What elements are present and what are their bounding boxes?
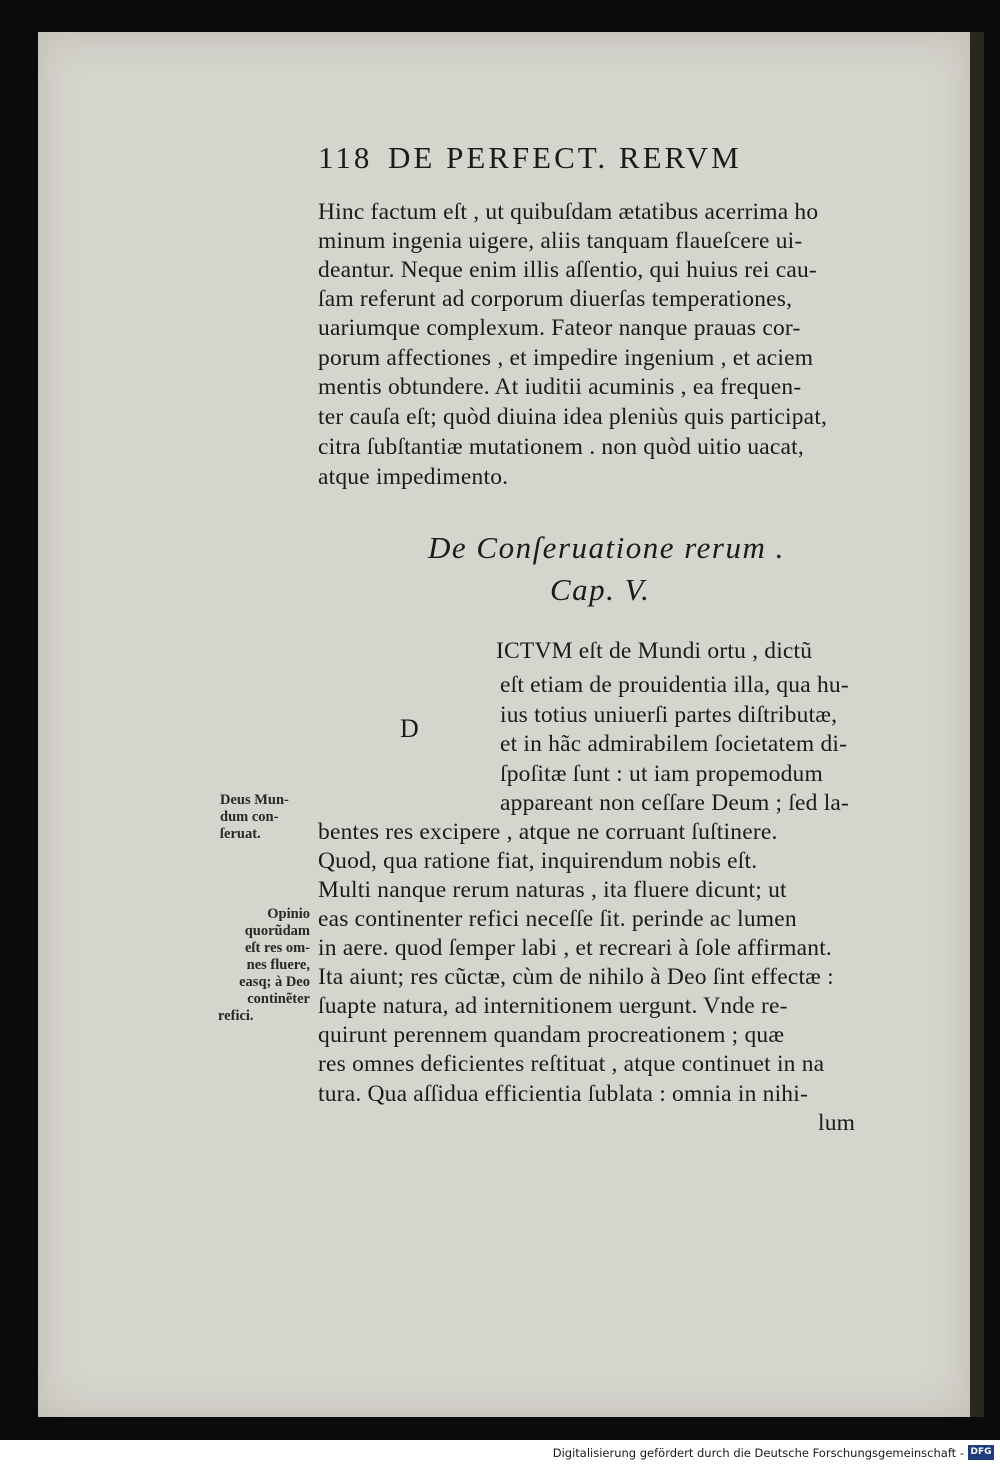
marginal-line: easq; à Deo	[239, 974, 310, 990]
text-line: ius totius uniuerſi partes diſtributæ,	[500, 702, 838, 728]
text-line: in aere. quod ſemper labi , et recreari à ſole affirmant.	[318, 935, 833, 961]
text-line: ſuapte natura, ad internitionem uergunt. Vnde re-	[318, 993, 788, 1019]
text-line: eas continenter refici neceſſe ſit. perinde ac lumen	[318, 906, 797, 932]
marginal-note-1	[220, 792, 289, 843]
text-line: et in hãc admirabilem ſocietatem di-	[500, 731, 848, 757]
chapter-title: De Conſeruatione rerum .	[428, 530, 785, 565]
text-line: quirunt perennem quandam procreationem ; quæ	[318, 1022, 785, 1048]
page-edge	[970, 32, 984, 1417]
text-line: appareant non ceſſare Deum ; ſed la-	[500, 790, 850, 816]
digitization-footer	[0, 1440, 1000, 1467]
marginal-line: refici.	[218, 1008, 254, 1024]
marginal-note-2	[218, 906, 310, 1025]
page-number: 118	[318, 140, 373, 175]
marginal-line: continẽter	[247, 991, 310, 1007]
marginal-line: nes fluere,	[246, 957, 310, 973]
marginal-line: dum con-	[220, 809, 279, 825]
chapter-number: Cap. V.	[550, 572, 651, 607]
text-line: tura. Qua aſſidua efficientia ſublata : omnia in nihi-	[318, 1081, 809, 1107]
running-title: DE PERFECT. RERVM	[388, 140, 742, 175]
marginal-line: ſeruat.	[220, 826, 261, 842]
text-line: ter cauſa eſt; quòd diuina idea pleniùs quis participat,	[318, 404, 828, 430]
marginal-line: quorũdam	[244, 923, 310, 939]
text-line: Quod, qua ratione fiat, inquirendum nobis eſt.	[318, 848, 758, 874]
text-line: mentis obtundere. At iuditii acuminis , ea frequen-	[318, 374, 802, 400]
text-line: Multi nanque rerum naturas , ita fluere dicunt; ut	[318, 877, 787, 903]
funding-credit: Digitalisierung gefördert durch die Deutsche Forschungsgemeinschaft -	[552, 1446, 964, 1460]
text-line: citra ſubſtantiæ mutationem . non quòd uitio uacat,	[318, 434, 804, 460]
text-line: ſpoſitæ ſunt : ut iam propemodum	[500, 761, 823, 787]
text-line: ſam referunt ad corporum diuerſas temperationes,	[318, 286, 793, 312]
running-header	[318, 140, 878, 180]
text-line: minum ingenia uigere, aliis tanquam flaueſcere ui-	[318, 228, 803, 254]
drop-cap: D	[400, 714, 419, 743]
dfg-logo: DFG	[968, 1445, 994, 1460]
catchword: lum	[818, 1110, 856, 1136]
text-line: deantur. Neque enim illis aſſentio, qui huius rei cau-	[318, 257, 817, 283]
text-line: res omnes deficientes reſtituat , atque continuet in na	[318, 1051, 825, 1077]
marginal-line: Deus Mun-	[220, 792, 289, 808]
text-line: Ita aiunt; res cũctæ, cùm de nihilo à Deo ſint effectæ :	[318, 964, 834, 990]
text-line: porum affectiones , et impedire ingenium , et aciem	[318, 345, 814, 371]
text-line: uariumque complexum. Fateor nanque prauas cor-	[318, 315, 801, 341]
text-line: atque impedimento.	[318, 464, 509, 490]
marginal-line: eſt res om-	[245, 940, 310, 956]
text-line: ICTVM eſt de Mundi ortu , dictũ	[496, 638, 813, 664]
marginal-line: Opinio	[267, 906, 310, 922]
text-line: bentes res excipere , atque ne corruant ſuſtinere.	[318, 819, 778, 845]
text-line: Hinc factum eſt , ut quibuſdam ætatibus acerrima ho	[318, 199, 819, 225]
text-line: eſt etiam de prouidentia illa, qua hu-	[500, 672, 849, 698]
